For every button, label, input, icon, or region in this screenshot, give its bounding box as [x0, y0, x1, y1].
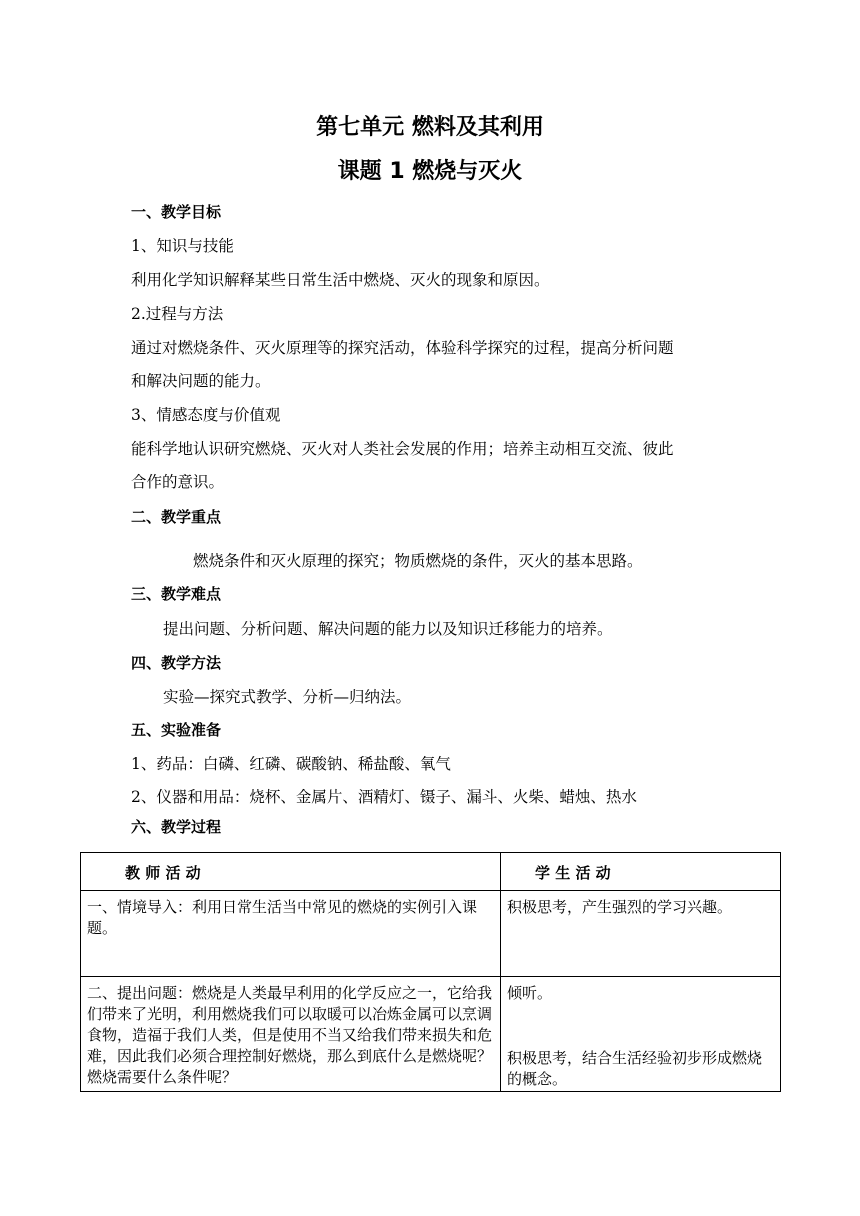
teacher-cell-text: 一、情境导入：利用日常生活当中常见的燃烧的实例引入课题。 — [87, 898, 478, 937]
goal1-heading: 1、知识与技能 — [131, 237, 234, 255]
goal3-text-line1: 能科学地认识研究燃烧、灭火对人类社会发展的作用；培养主动相互交流、彼此 — [131, 440, 674, 458]
unit-title: 第七单元 燃料及其利用 — [316, 115, 544, 140]
student-cell-text: 倾听。 — [507, 984, 553, 1002]
teacher-cell — [81, 891, 501, 977]
student-activity-header-label: 学 生 活 动 — [535, 864, 611, 882]
key-points-text: 燃烧条件和灭火原理的探究；物质燃烧的条件，灭火的基本思路。 — [193, 552, 643, 570]
prep-heading: 五、实验准备 — [131, 721, 222, 739]
process-heading: 六、教学过程 — [131, 818, 222, 836]
goal2-text-line2: 和解决问题的能力。 — [131, 372, 271, 390]
key-points-heading: 二、教学重点 — [131, 508, 222, 526]
teacher-activity-header — [81, 853, 501, 891]
goal2-text-line1: 通过对燃烧条件、灭火原理等的探究活动，体验科学探究的过程，提高分析问题 — [131, 339, 674, 357]
student-cell — [501, 891, 781, 977]
goal1-text: 利用化学知识解释某些日常生活中燃烧、灭火的现象和原因。 — [131, 271, 550, 289]
difficulty-text: 提出问题、分析问题、解决问题的能力以及知识迁移能力的培养。 — [163, 620, 613, 638]
teacher-cell — [81, 977, 501, 1092]
table-header-row — [81, 853, 781, 891]
student-cell-text: 积极思考，产生强烈的学习兴趣。 — [507, 898, 733, 916]
student-cell — [501, 977, 781, 1092]
difficulty-heading: 三、教学难点 — [131, 585, 222, 603]
lesson-title: 课题 1 燃烧与灭火 — [337, 159, 523, 184]
table-row — [81, 891, 781, 977]
method-text: 实验—探究式教学、分析—归纳法。 — [163, 688, 412, 706]
goal2-heading: 2.过程与方法 — [131, 305, 224, 323]
student-activity-header — [501, 853, 781, 891]
method-heading: 四、教学方法 — [131, 654, 222, 672]
teacher-cell-text: 二、提出问题：燃烧是人类最早利用的化学反应之一，它给我们带来了光明，利用燃烧我们可以取暖可以冶炼金属可以烹调食物，造福于我们人类，但是使用不当又给我们带来损失和危难，因此我们必须合理控制好燃烧，那么到底什么是燃烧呢？燃烧需要什么条件呢？ — [87, 984, 493, 1086]
table-row — [81, 977, 781, 1092]
goal3-heading: 3、情感态度与价值观 — [131, 406, 281, 424]
teacher-activity-header-label: 教 师 活 动 — [125, 864, 201, 882]
goal3-text-line2: 合作的意识。 — [131, 473, 225, 491]
student-cell-text: 积极思考，结合生活经验初步形成燃烧的概念。 — [507, 1049, 763, 1088]
teaching-process-table — [80, 852, 781, 1092]
prep-item-1: 1、药品：白磷、红磷、碳酸钠、稀盐酸、氧气 — [131, 755, 451, 773]
goals-heading: 一、教学目标 — [131, 203, 222, 221]
prep-item-2: 2、仪器和用品：烧杯、金属片、酒精灯、镊子、漏斗、火柴、蜡烛、热水 — [131, 788, 637, 806]
